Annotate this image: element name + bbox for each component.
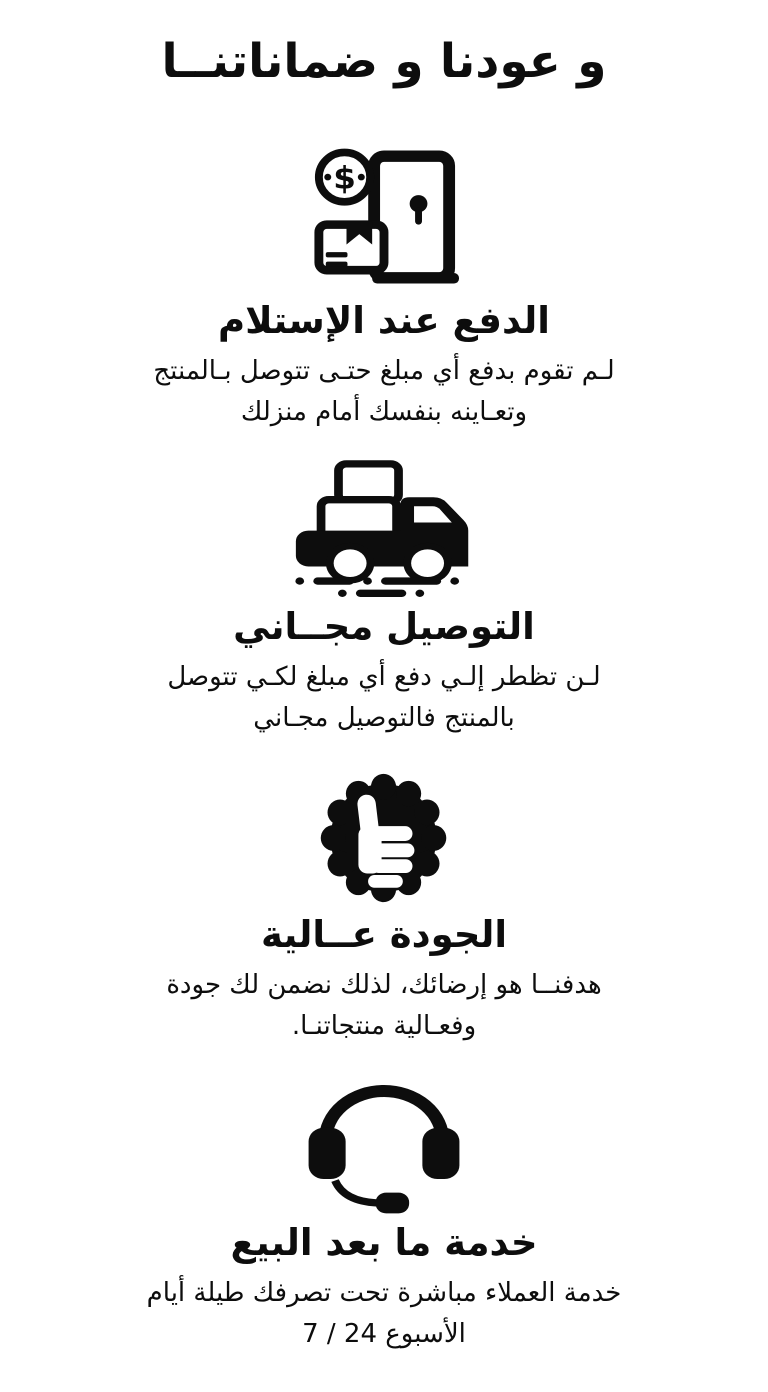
feature-description (166, 965, 601, 1047)
feature-description-line: بالمنتج فالتوصيل مجـاني (253, 703, 515, 733)
feature-description (167, 657, 600, 739)
feature-description-line: الأسبوع 24 / 7 (302, 1319, 466, 1349)
cash-on-delivery-icon (309, 141, 459, 293)
feature-heading: التوصيل مجــاني (233, 605, 535, 648)
feature-description-line: لـم تقوم بدفع أي مبلغ حتـى تتوصل بـالمنتج (153, 356, 615, 386)
headset-icon (298, 1067, 470, 1215)
feature-description-line: لـن تظطر إلـي دفع أي مبلغ لكـي تتوصل (167, 662, 601, 692)
feature-high-quality (0, 769, 768, 1047)
feature-description (153, 351, 614, 433)
feature-heading: الجودة عــالية (260, 913, 508, 956)
page-title: و عودنا و ضماناتنــا (161, 34, 607, 89)
feature-heading: خدمة ما بعد البيع (230, 1221, 538, 1264)
delivery-truck-icon (292, 459, 476, 599)
feature-description-line: هدفنــا هو إرضائك، لذلك نضمن لك جودة (166, 970, 602, 1000)
feature-heading: الدفع عند الإستلام (218, 299, 550, 342)
feature-description (147, 1273, 622, 1355)
svg-text:$: $ (333, 159, 356, 197)
feature-description-line: وفعـالية منتجاتنـا. (291, 1011, 477, 1041)
feature-free-delivery (0, 459, 768, 739)
feature-description-line: خدمة العملاء مباشرة تحت تصرفك طيلة أيام (146, 1278, 622, 1308)
feature-description-line: وتعـاينه بنفسك أمام منزلك (240, 397, 528, 427)
quality-thumbs-up-badge-icon (314, 769, 454, 907)
feature-after-sales-service (0, 1067, 768, 1355)
feature-cash-on-delivery (0, 141, 768, 433)
